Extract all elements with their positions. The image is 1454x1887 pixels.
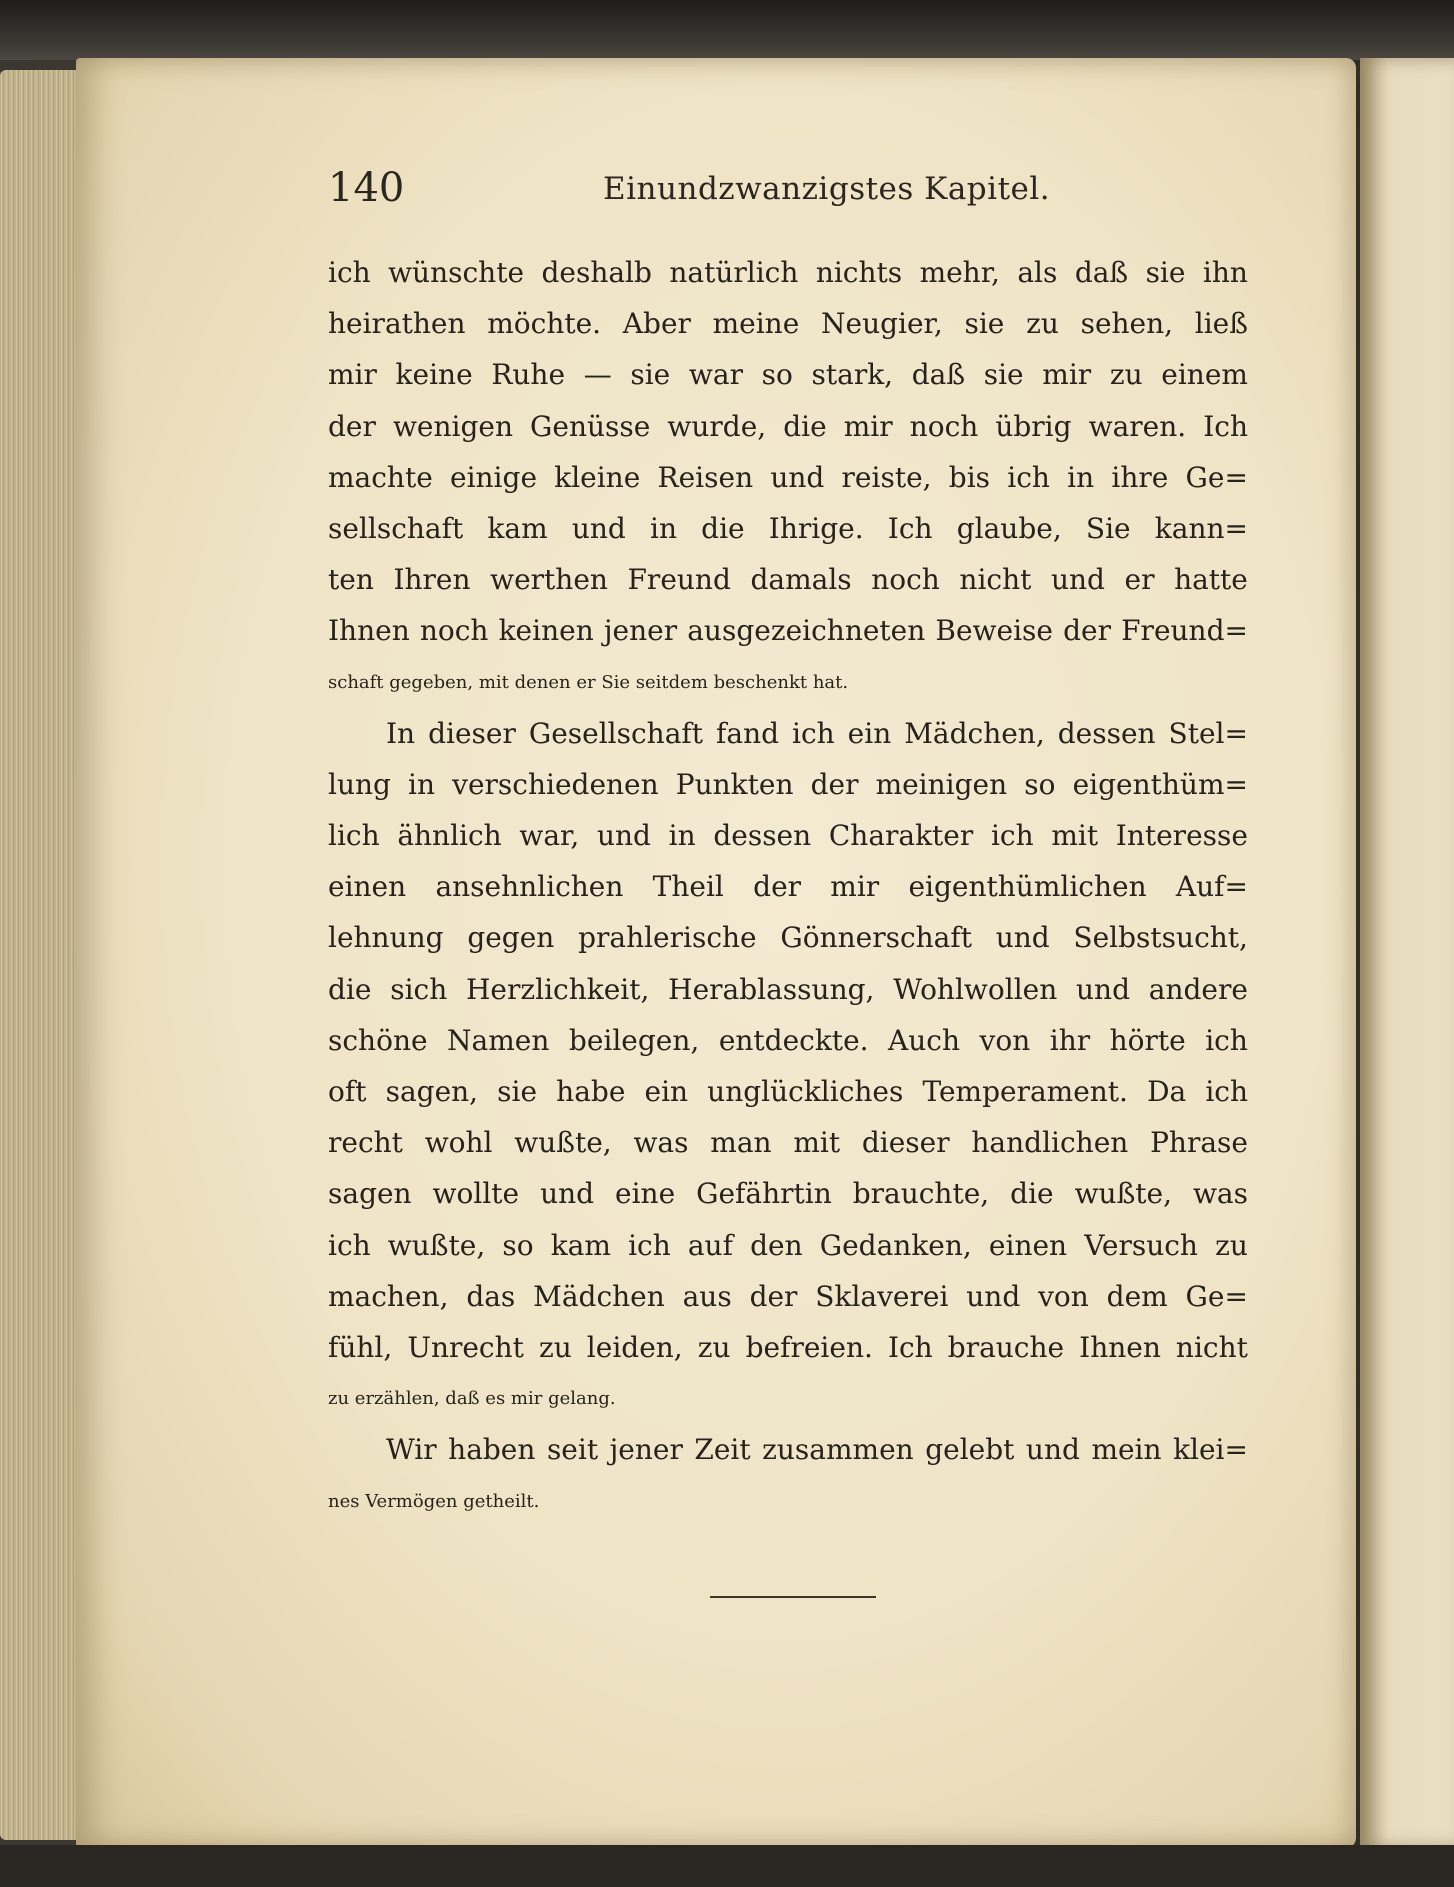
text-line: lich ähnlich war, und in dessen Charakter ich mit Interesse — [328, 819, 1248, 853]
text-line: mir keine Ruhe — sie war so stark, daß sie mir zu einem — [328, 358, 1248, 392]
text-line: nes Vermögen getheilt. — [328, 1490, 540, 1512]
text-line: der wenigen Genüsse wurde, die mir noch übrig waren. Ich — [328, 409, 1248, 443]
running-head — [328, 165, 1051, 215]
text-line: machte einige kleine Reisen und reiste, bis ich in ihre Ge= — [328, 460, 1248, 494]
text-line: einen ansehnlichen Theil der mir eigenthümlichen Auf= — [328, 870, 1248, 904]
text-line: Ihnen noch keinen jener ausgezeichneten Beweise der Freund= — [328, 614, 1248, 648]
facing-page-edge — [1360, 58, 1454, 1848]
text-line: lung in verschiedenen Punkten der meinigen so eigenthüm= — [328, 767, 1248, 801]
page-number: 140 — [328, 165, 405, 211]
page-stack-edge — [0, 70, 80, 1840]
end-rule — [710, 1596, 876, 1598]
text-line: In dieser Gesellschaft fand ich ein Mädchen, dessen Stel= — [386, 716, 1248, 750]
text-line: heirathen möchte. Aber meine Neugier, sie zu sehen, ließ — [328, 307, 1248, 341]
text-line: fühl, Unrecht zu leiden, zu befreien. Ich brauche Ihnen nicht — [328, 1330, 1248, 1364]
text-line: sagen wollte und eine Gefährtin brauchte, die wußte, was — [328, 1177, 1248, 1211]
text-line: ich wußte, so kam ich auf den Gedanken, einen Versuch zu — [328, 1228, 1248, 1262]
text-line: schaft gegeben, mit denen er Sie seitdem beschenkt hat. — [328, 671, 849, 693]
book-bottom-edge — [0, 1845, 1454, 1887]
chapter-title: Einundzwanzigstes Kapitel. — [603, 171, 1051, 207]
text-line: schöne Namen beilegen, entdeckte. Auch von ihr hörte ich — [328, 1023, 1248, 1057]
text-line: ich wünschte deshalb natürlich nichts mehr, als daß sie ihn — [328, 256, 1248, 289]
text-line: machen, das Mädchen aus der Sklaverei und von dem Ge= — [328, 1279, 1248, 1313]
text-line: recht wohl wußte, was man mit dieser handlichen Phrase — [328, 1126, 1248, 1160]
text-line: die sich Herzlichkeit, Herablassung, Wohlwollen und andere — [328, 972, 1248, 1006]
book-top-edge — [0, 0, 1454, 60]
text-line: oft sagen, sie habe ein unglückliches Temperament. Da ich — [328, 1075, 1248, 1108]
body-text — [328, 247, 1248, 1527]
text-line: ten Ihren werthen Freund damals noch nicht und er hatte — [328, 563, 1248, 597]
text-line: lehnung gegen prahlerische Gönnerschaft und Selbstsucht, — [328, 921, 1248, 955]
text-line: Wir haben seit jener Zeit zusammen gelebt und mein klei= — [386, 1433, 1248, 1467]
text-line: sellschaft kam und in die Ihrige. Ich glaube, Sie kann= — [328, 511, 1248, 545]
text-line: zu erzählen, daß es mir gelang. — [328, 1388, 616, 1410]
